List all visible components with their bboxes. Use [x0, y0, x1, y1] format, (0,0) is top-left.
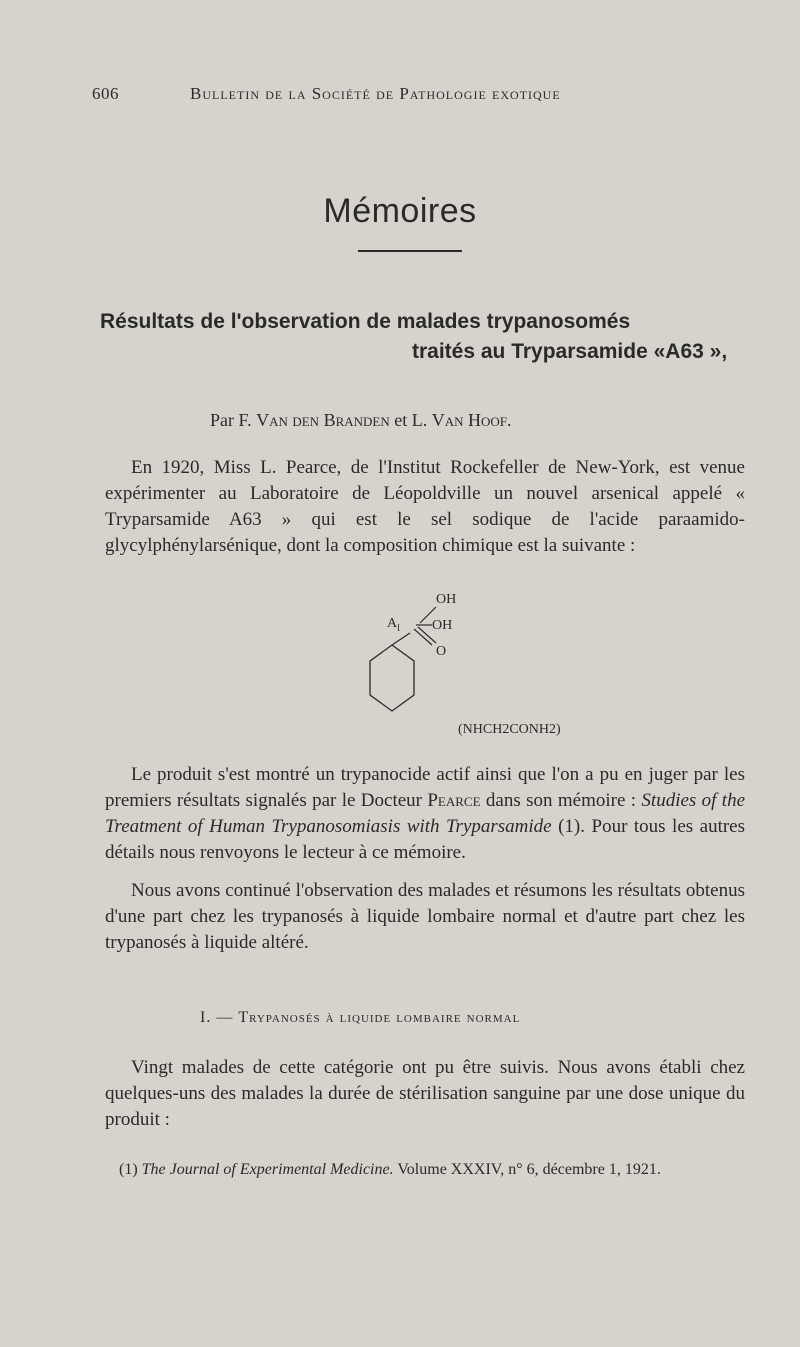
running-header: Bulletin de la Société de Pathologie exotique	[190, 84, 561, 103]
subheading-numeral: I. —	[200, 1009, 234, 1026]
chemical-formula	[350, 585, 580, 745]
p2-start: Le produit s'est montré un trypanocide actif ainsi que l'on a pu en juger par les premiers résultats signalés par le Docteur	[105, 764, 745, 811]
formula-o: O	[436, 644, 447, 659]
paragraph-2	[105, 762, 745, 866]
author-2: Van Hoof.	[431, 410, 512, 430]
article-title-line1: Résultats de l'observation de malades trypanosomés	[100, 310, 631, 333]
footnote	[105, 1158, 745, 1182]
p2-mid: dans son mémoire :	[485, 790, 637, 811]
formula-oh-top: OH	[436, 592, 457, 607]
p2-pearce: Pearce	[427, 790, 481, 811]
article-title-line2: traités au Tryparsamide «A63 »,	[412, 340, 728, 363]
paragraph-1: En 1920, Miss L. Pearce, de l'Institut Rockefeller de New-York, est venue expérimenter au Laboratoire de Léopoldville un nouvel arsenical appelé « Tryparsamide A63 » qui est le sel sodique de l'acide paraamido-glycylphénylarsénique, dont la composition chimique est la suivante :	[105, 457, 745, 556]
p2-italic-title: Studies of the Treatment of Human Trypanosomiasis with Tryparsamide	[105, 790, 746, 837]
footnote-journal: The Journal of Experimental Medicine.	[141, 1161, 394, 1178]
formula-a1: A	[387, 616, 398, 631]
author-1: Van den Branden	[256, 410, 390, 430]
formula-oh-mid: OH	[432, 618, 453, 633]
subheading	[200, 1009, 520, 1027]
footnote-rest: Volume XXXIV, n° 6, décembre 1, 1921.	[397, 1161, 661, 1178]
formula-substituent: (NHCH2CONH2)	[458, 722, 561, 737]
paragraph-4: Vingt malades de cette catégorie ont pu être suivis. Nous avons établi chez quelques-uns des malades la durée de stérilisation sanguine par une dose unique du produit :	[105, 1057, 745, 1130]
paragraph-3: Nous avons continué l'observation des malades et résumons les résultats obtenus d'une part chez les trypanosés à liquide lombaire normal et d'autre part chez les trypanosés à liquide altéré.	[105, 880, 745, 953]
footnote-marker: (1)	[119, 1161, 138, 1178]
page-number: 606	[92, 84, 119, 103]
section-title: Mémoires	[323, 192, 477, 230]
formula-a1-sub: I	[397, 623, 400, 633]
p2-end: (1). Pour tous les autres détails nous renvoyons le lecteur à ce mémoire.	[105, 816, 745, 863]
benzene-ring	[370, 645, 414, 711]
byline-prefix: Par F.	[210, 410, 252, 430]
title-rule	[358, 250, 462, 252]
byline-mid: et L.	[394, 410, 428, 430]
byline	[210, 410, 512, 431]
subheading-text: Trypanosés à liquide lombaire normal	[238, 1009, 521, 1026]
